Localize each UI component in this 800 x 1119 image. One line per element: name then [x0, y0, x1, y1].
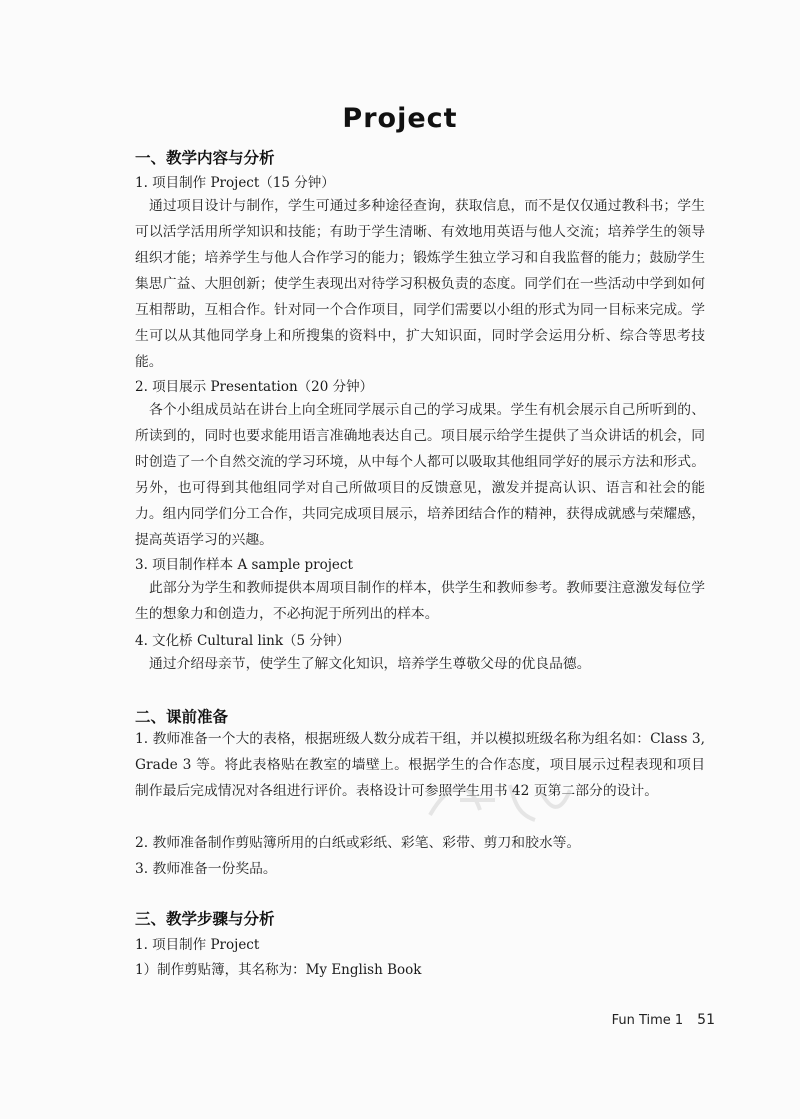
- watermark-logo: [420, 770, 580, 830]
- preparation-item-3: 3. 教师准备一份奖品。: [135, 861, 277, 877]
- section-heading-content-analysis: 一、教学内容与分析: [135, 149, 275, 167]
- page-title: Project: [342, 103, 458, 134]
- subheading-project: 1. 项目制作 Project（15 分钟）: [135, 175, 335, 191]
- paragraph-cultural-link: 通过介绍母亲节，使学生了解文化知识，培养学生尊敬父母的优良品德。: [149, 656, 591, 672]
- preparation-item-1: 1. 教师准备一个大的表格，根据班级人数分成若干组，并以模拟班级名称为组名如：Class 3, Grade 3 等。将此表格贴在教室的墙壁上。根据学生的合作态度，项目展示过程表现和项目制作最后完成情况对各组进行评价。表格设计可参照学生用书 42 页第二部分的设计。: [135, 731, 705, 799]
- subheading-project-steps: 1. 项目制作 Project: [135, 937, 260, 953]
- step-scrapbook: 1）制作剪贴簿，其名称为：My English Book: [135, 962, 422, 978]
- section-heading-teaching-steps: 三、教学步骤与分析: [135, 910, 275, 928]
- footer-book-title: Fun Time 1: [611, 1013, 684, 1028]
- section-heading-preparation: 二、课前准备: [135, 708, 229, 726]
- paragraph-sample-project: 此部分为学生和教师提供本周项目制作的样本，供学生和教师参考。教师要注意激发每位学生的想象力和创造力，不必拘泥于所列出的样本。: [135, 580, 705, 622]
- preparation-item-2: 2. 教师准备制作剪贴簿所用的白纸或彩纸、彩笔、彩带、剪刀和胶水等。: [135, 835, 581, 851]
- page-footer: [612, 1012, 715, 1028]
- page-number: 51: [697, 1012, 715, 1028]
- paragraph-project-description: 通过项目设计与制作，学生可通过多种途径查询，获取信息，而不是仅仅通过教科书；学生可以活学活用所学知识和技能；有助于学生清晰、有效地用英语与他人交流；培养学生的领导组织才能；培养学生与他人合作学习的能力；锻炼学生独立学习和自我监督的能力；鼓励学生集思广益、大胆创新；使学生表现出对待学习积极负责的态度。同学们在一些活动中学到如何互相帮助，互相合作。针对同一个合作项目，同学们需要以小组的形式为同一目标来完成。学生可以从其他同学身上和所搜集的资料中，扩大知识面，同时学会运用分析、综合等思考技能。: [135, 198, 705, 370]
- subheading-sample-project: 3. 项目制作样本 A sample project: [135, 557, 353, 573]
- subheading-presentation: 2. 项目展示 Presentation（20 分钟）: [135, 379, 374, 395]
- subheading-cultural-link: 4. 文化桥 Cultural link（5 分钟）: [135, 633, 350, 649]
- paragraph-presentation-description: 各个小组成员站在讲台上向全班同学展示自己的学习成果。学生有机会展示自己所听到的、所读到的，同时也要求能用语言准确地表达自己。项目展示给学生提供了当众讲话的机会，同时创造了一个自然交流的学习环境，从中每个人都可以吸取其他组同学好的展示方法和形式。另外，也可得到其他组同学对自己所做项目的反馈意见，激发并提高认识、语言和社会的能力。组内同学们分工合作，共同完成项目展示，培养团结合作的精神，获得成就感与荣耀感，提高英语学习的兴趣。: [135, 402, 705, 548]
